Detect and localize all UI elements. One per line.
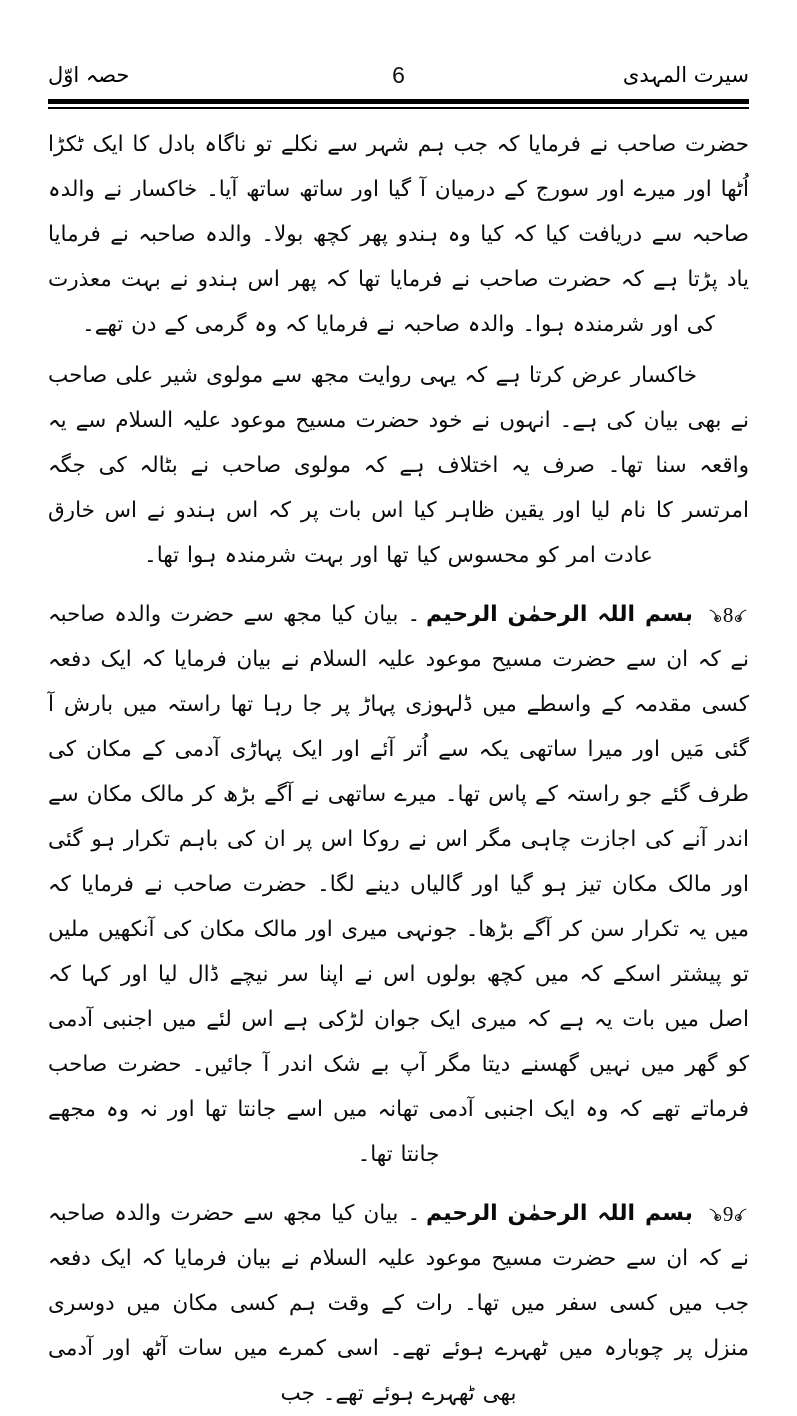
paragraph-1-text: حضرت صاحب نے فرمایا کہ جب ہم شہر سے نکلے تو ناگاہ بادل کا ایک ٹکڑا اُٹھا اور میرے اور سورج کے درمیان آ گیا اور ساتھ ساتھ آیا۔ خاکسار نے والدہ صاحبہ سے دریافت کیا کہ کیا وہ ہندو پھر کچھ بولا۔ والدہ صاحبہ نے فرمایا یاد پڑتا ہے کہ حضرت صاحب نے فرمایا تھا کہ پھر اس ہندو نے بہت معذرت کی اور شرمندہ ہوا۔ والدہ صاحبہ نے فرمایا کہ وہ گرمی کے دن تھے۔ — [48, 132, 749, 337]
floral-rosette-ornament-icon — [707, 609, 722, 624]
floral-rosette-ornament-icon — [734, 1208, 749, 1223]
header-book-title: سیرت المہدی — [622, 63, 749, 87]
page-header — [48, 58, 749, 100]
floral-rosette-ornament-icon — [707, 1208, 722, 1223]
paragraph-2-text: خاکسار عرض کرتا ہے کہ یہی روایت مجھ سے مولوی شیر علی صاحب نے بھی بیان کی ہے۔ انہوں نے خود حضرت مسیح موعود علیہ السلام سے یہ واقعہ سنا تھا۔ صرف یہ اختلاف ہے کہ مولوی صاحب نے بٹالہ کی جگہ امرتسر کا نام لیا اور یقین ظاہر کیا اس بات پر کہ اس ہندو نے اس خارق عادت امر کو محسوس کیا تھا اور بہت شرمندہ ہوا تھا۔ — [48, 363, 749, 568]
paragraph-2 — [48, 353, 749, 578]
narration-8 — [48, 592, 749, 1177]
page-number: 6 — [392, 62, 405, 88]
narration-number-marker — [707, 593, 749, 638]
bismillah-text: بسم اللہ الرحمٰن الرحیم — [426, 1201, 693, 1226]
floral-rosette-ornament-icon — [734, 609, 749, 624]
header-row — [48, 58, 749, 96]
paragraph-1 — [48, 122, 749, 347]
narration-8-paragraph — [48, 592, 749, 1177]
header-rule-thin — [48, 107, 749, 109]
header-rule-thick — [48, 99, 749, 104]
header-part-label: حصہ اوّل — [48, 63, 130, 87]
narration-number: 9 — [722, 1202, 733, 1226]
narration-9-paragraph — [48, 1191, 749, 1416]
bismillah-text: بسم اللہ الرحمٰن الرحیم — [426, 602, 693, 627]
narration-9-text: ۔ بیان کیا مجھ سے حضرت والدہ صاحبہ نے کہ ان سے حضرت مسیح موعود علیہ السلام نے بیان فرمایا کہ ایک دفعہ جب میں کسی سفر میں تھا۔ رات کے وقت ہم کسی مکان میں دوسری منزل پر چوبارہ میں ٹھہرے ہوئے تھے۔ اسی کمرے میں سات آٹھ اور آدمی بھی ٹھہرے ہوئے تھے۔ جب — [48, 1201, 749, 1406]
narration-8-text: ۔ بیان کیا مجھ سے حضرت والدہ صاحبہ نے کہ ان سے حضرت مسیح موعود علیہ السلام نے بیان فرمایا کہ ایک دفعہ کسی مقدمہ کے واسطے میں ڈلہوزی پہاڑ پر جا رہا تھا راستہ میں بارش آ گئی مَیں اور میرا ساتھی یکہ سے اُتر آئے اور ایک پہاڑی آدمی کے مکان کی طرف گئے جو راستہ کے پاس تھا۔ میرے ساتھی نے آگے بڑھ کر مالک مکان سے اندر آنے کی اجازت چاہی مگر اس نے روکا اس پر ان کی باہم تکرار ہو گئی اور مالک مکان تیز ہو گیا اور گالیاں دینے لگا۔ حضرت صاحب نے فرمایا کہ میں یہ تکرار سن کر آگے بڑھا۔ جونہی میری اور مالک مکان کی آنکھیں ملیں تو پیشتر اسکے کہ میں کچھ بولوں اس نے اپنا سر نیچے ڈال لیا اور کہا کہ اصل میں بات یہ ہے کہ میری ایک جوان لڑکی ہے اس لئے میں اجنبی آدمی کو گھر میں نہیں گھسنے دیتا مگر آپ بے شک اندر آ جائیں۔ حضرت صاحب فرماتے تھے کہ وہ ایک اجنبی آدمی تھانہ میں اسے جانتا تھا اور نہ وہ مجھے جانتا تھا۔ — [48, 602, 749, 1167]
narration-9 — [48, 1191, 749, 1416]
page-body — [48, 122, 749, 1406]
narration-number-marker — [707, 1192, 749, 1237]
narration-number: 8 — [722, 603, 733, 627]
